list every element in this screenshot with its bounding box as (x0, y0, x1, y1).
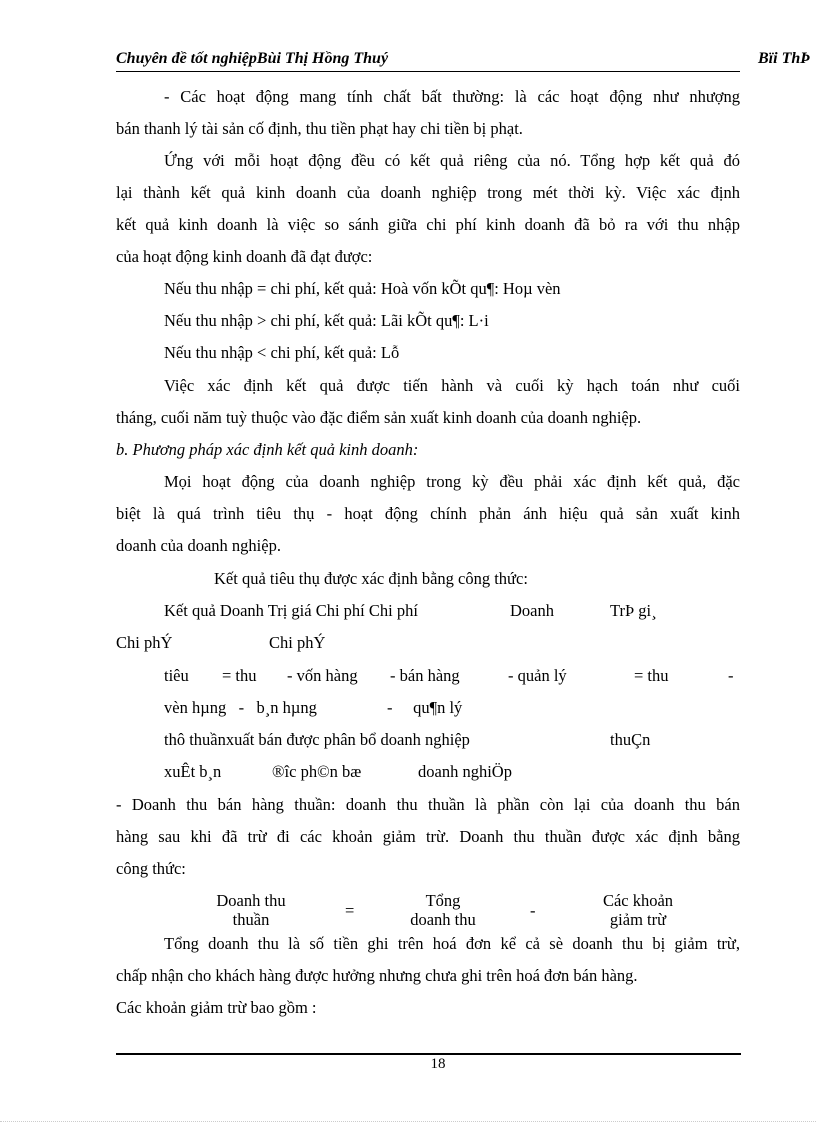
case-line: Nếu thu nhập > chi phí, kết quả: Lãi kÕt qu¶: L·i (164, 311, 489, 330)
equation-term-top: Tổng (425, 891, 461, 910)
equation-equals: = (345, 901, 355, 920)
formula-text: Kết quả Doanh Trị giá Chi phí Chi phí (164, 601, 418, 620)
formula-text: - bán hàng (390, 666, 460, 685)
formula-text: tiêu (164, 666, 189, 685)
formula-text: vèn hµng - b¸n hµng (164, 698, 317, 717)
equation-minus: - (530, 901, 536, 920)
formula-text: thuÇn (610, 730, 651, 749)
case-line: Nếu thu nhập < chi phí, kết quả: Lỗ (164, 343, 400, 362)
equation-term-top: Các khoản (602, 891, 674, 910)
paragraph-line: lại thành kết quả kinh doanh của doanh nghiệp trong mét thời kỳ. Việc xác định (116, 183, 740, 202)
equation-term-top: Doanh thu (216, 891, 286, 910)
formula-text: - qu¶n lý (387, 698, 463, 717)
paragraph-line: tháng, cuối năm tuỳ thuộc vào đặc điểm sản xuất kinh doanh của doanh nghiệp. (116, 408, 642, 427)
paragraph-line: Mọi hoạt động của doanh nghiệp trong kỳ đều phải xác định kết quả, đặc (164, 472, 740, 491)
page-bottom-edge (0, 1121, 816, 1122)
formula-text: Chi phÝ (269, 633, 326, 652)
equation-term-deductions (584, 891, 692, 929)
formula-intro: Kết quả tiêu thụ được xác định bằng công thức: (214, 569, 528, 588)
equation-term-net-revenue (196, 891, 306, 929)
paragraph-line: kết quả kinh doanh là việc so sánh giữa chi phí kinh doanh đã bỏ ra với thu nhập (116, 215, 740, 234)
case-line: Nếu thu nhập = chi phí, kết quả: Hoà vốn kÕt qu¶: Hoµ vèn (164, 279, 561, 298)
formula-text: TrÞ gi¸ (610, 601, 657, 620)
formula-text: = thu (222, 666, 257, 685)
header-author-cut: Bïi ThÞ (758, 50, 811, 67)
formula-text: - quản lý (508, 666, 567, 685)
paragraph-line: của hoạt động kinh doanh đã đạt được: (116, 247, 373, 266)
equation-term-bottom: giảm trừ (609, 910, 667, 929)
paragraph-line: Tổng doanh thu là số tiền ghi trên hoá đơn kể cả sè doanh thu bị giảm trừ, (164, 934, 740, 953)
paragraph-line: công thức: (116, 859, 186, 878)
footer-rule (116, 1053, 741, 1055)
paragraph-line: Các khoản giảm trừ bao gồm : (116, 998, 317, 1017)
equation-term-bottom: doanh thu (410, 910, 476, 929)
formula-text: Chi phÝ (116, 633, 173, 652)
formula-text: = thu (634, 666, 669, 685)
paragraph-line: hàng sau khi đã trừ đi các khoản giảm trừ. Doanh thu thuần được xác định bằng (116, 827, 740, 846)
paragraph-line: - Các hoạt động mang tính chất bất thường: là các hoạt động như nhượng (164, 87, 740, 106)
formula-text: xuÊt b¸n (164, 762, 222, 781)
paragraph-line: Việc xác định kết quả được tiến hành và cuối kỳ hạch toán như cuối (164, 376, 740, 395)
equation-term-bottom: thuần (232, 910, 270, 929)
formula-text: thô thuầnxuất bán được phân bổ doanh nghiệp (164, 730, 470, 749)
page-number: 18 (430, 1056, 446, 1072)
header-title: Chuyên đề tốt nghiệpBùi Thị Hồng Thuý (116, 50, 389, 67)
paragraph-line: - Doanh thu bán hàng thuần: doanh thu thuần là phần còn lại của doanh thu bán (116, 795, 740, 814)
paragraph-line: Ứng với mỗi hoạt động đều có kết quả riêng của nó. Tổng hợp kết quả đó (164, 151, 740, 170)
paragraph-line: doanh của doanh nghiệp. (116, 536, 281, 555)
page-header (116, 50, 816, 72)
paragraph-line: chấp nhận cho khách hàng được hưởng nhưng chưa ghi trên hoá đơn bán hàng. (116, 966, 638, 985)
section-heading: b. Phương pháp xác định kết quả kinh doanh: (116, 440, 419, 459)
header-rule (116, 71, 740, 72)
paragraph-line: bán thanh lý tài sản cố định, thu tiền phạt hay chi tiền bị phạt. (116, 119, 523, 138)
formula-text: ®îc ph©n bæ (272, 762, 362, 781)
formula-text: doanh nghiÖp (418, 762, 512, 781)
formula-text: - vốn hàng (287, 666, 358, 685)
paragraph-line: biệt là quá trình tiêu thụ - hoạt động chính phản ánh hiệu quả sản xuất kinh (116, 504, 740, 523)
equation-term-total-revenue (390, 891, 496, 929)
formula-text: Doanh (510, 601, 554, 620)
formula-text: - (728, 666, 734, 685)
